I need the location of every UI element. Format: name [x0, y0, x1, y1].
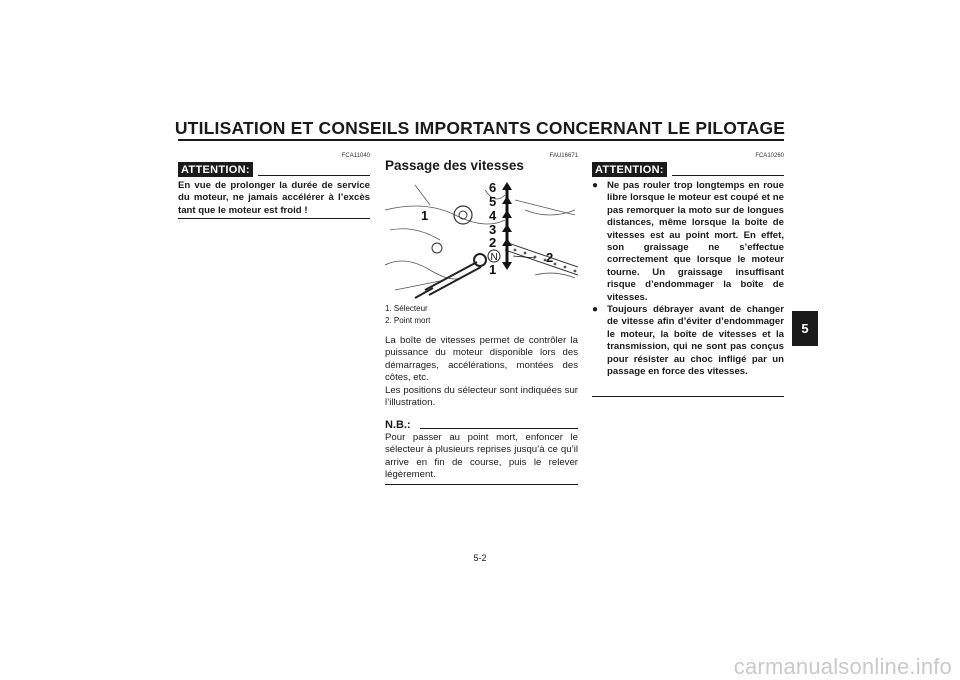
gear-label-1: 1	[489, 262, 497, 277]
section-end-rule-left	[178, 218, 370, 219]
callout-2: 2	[546, 250, 554, 265]
note-label: N.B.:	[385, 419, 411, 431]
gear-label-5: 5	[489, 194, 497, 209]
list-item	[592, 304, 784, 378]
chapter-tab: 5	[792, 311, 818, 346]
title-rule	[178, 139, 784, 141]
page-number: 5-2	[473, 553, 487, 563]
figure-caption-1: 1. Sélecteur	[385, 304, 428, 313]
gear-label-neutral: N	[490, 252, 498, 263]
section-end-rule-middle	[385, 484, 578, 485]
section-heading: Passage des vitesses	[385, 158, 524, 173]
gear-shift-illustration	[385, 180, 578, 300]
attention-underline-left	[258, 175, 370, 176]
section-end-rule-right	[592, 396, 784, 397]
reference-code-middle: FAU16671	[549, 153, 578, 159]
gear-label-2: 2	[489, 235, 497, 250]
list-item-text: Ne pas rouler trop longtemps en roue libre lorsque le moteur est coupé et ne pas remorquer la moto sur de longues distances, même lorsque la boîte de vitesses est au point mort. En effet, son graissage ne s’effectue correctement que lorsque le moteur tourne. Un graissage insuffisant risque d’endommager la boîte de vitesses.	[607, 180, 784, 303]
body-paragraph-2: Les positions du sélecteur sont indiquées sur l’illustration.	[385, 385, 578, 409]
footer-watermark: carmanualsonline.info	[733, 654, 952, 679]
page-title: UTILISATION ET CONSEILS IMPORTANTS CONCERNANT LE PILOTAGE	[174, 118, 786, 138]
attention-badge-left: ATTENTION:	[178, 162, 253, 177]
gear-label-6: 6	[489, 180, 497, 195]
figure-caption-2: 2. Point mort	[385, 316, 431, 325]
note-underline	[420, 428, 578, 429]
reference-code-right: FCA10260	[755, 153, 784, 159]
reference-code-left: FCA11040	[341, 153, 370, 159]
bullet-icon: ●	[592, 304, 599, 316]
body-paragraph: La boîte de vitesses permet de contrôler la puissance du moteur disponible lors des démarrages, accélérations, montées des côtes, etc.	[385, 335, 578, 384]
gear-label-3: 3	[489, 222, 497, 237]
note-text: Pour passer au point mort, enfoncer le sélecteur à plusieurs reprises jusqu’à ce qu’il arrive en fin de course, puis le relever légèrement.	[385, 432, 578, 481]
warning-text-left: En vue de prolonger la durée de service du moteur, ne jamais accélérer à l’excès tant que le moteur est froid !	[178, 180, 370, 216]
gear-label-4: 4	[489, 208, 497, 223]
callout-1: 1	[421, 208, 429, 223]
list-item	[592, 180, 784, 304]
list-item-text: Toujours débrayer avant de changer de vitesse afin d’éviter d’endommager le moteur, la boîte de vitesses et la transmission, qui ne sont pas conçus pour résister au choc infligé par un passage en force des vitesses.	[607, 304, 784, 378]
caution-list	[592, 180, 784, 379]
attention-underline-right	[672, 175, 784, 176]
attention-badge-right: ATTENTION:	[592, 162, 667, 177]
bullet-icon: ●	[592, 180, 599, 191]
